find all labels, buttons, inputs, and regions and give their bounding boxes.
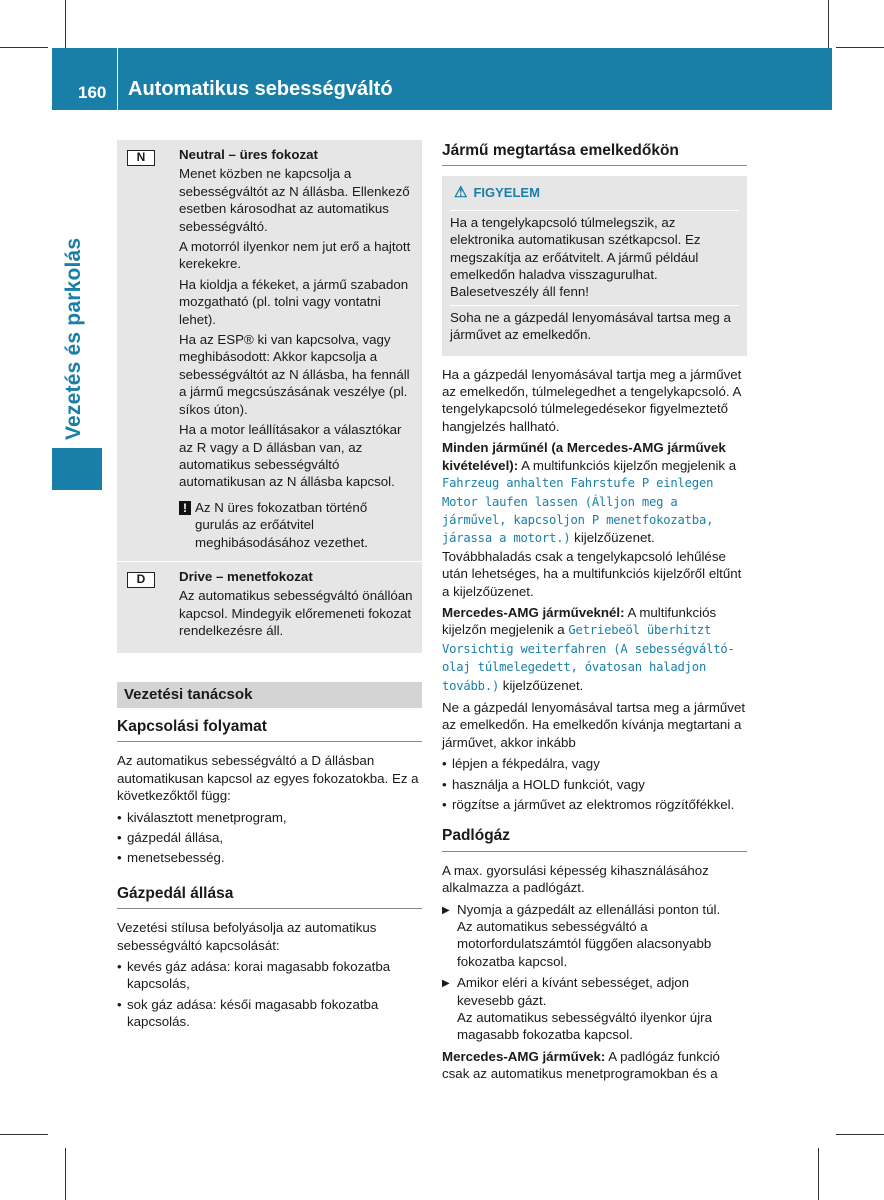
gear-table [117, 140, 422, 654]
crop-mark [828, 0, 829, 48]
warning-header [450, 184, 739, 201]
text: A padlógáz funkció csak az automatikus menetprogramokban és a [442, 1048, 720, 1082]
step-detail: Az automatikus sebességváltó ilyenkor újra magasabb fokozatba kapcsol. [457, 1010, 712, 1043]
warning-paragraph: Ha a tengelykapcsoló túlmelegszik, az elektronika automatikusan szétkapcsol. Ez megszakítja az erőátvitelt. A jármű például emelkedőn haladva visszagurulhat. Balesetveszély áll fenn! [450, 210, 739, 301]
gear-paragraph: Menet közben ne kapcsolja a sebességváltót az N állásba. Ellenkező esetben károsodhat az automatikus sebességváltó. [179, 166, 410, 234]
text: kijelzőüzenet. Továbbhaladás csak a tengelykapcsoló lehűlése után lehetséges, ha a multifunkciós kijelzőről eltűnt a kijelzőüzenet. [442, 530, 742, 599]
step-item [442, 901, 747, 971]
shift-intro: Az automatikus sebességváltó a D állásban automatikusan kapcsol az egyes fokozatokba. Ez a következőktől függ: [117, 753, 419, 804]
warning-box [442, 176, 747, 355]
page-header [52, 48, 832, 110]
text: kijelzőüzenet. [499, 677, 584, 693]
crop-mark [0, 47, 48, 48]
kickdown-amg-paragraph [442, 1048, 747, 1083]
list-item: • kiválasztott menetprogram, [117, 809, 422, 826]
chapter-title: Automatikus sebességváltó [128, 78, 393, 100]
warning-paragraph: Soha ne a gázpedál lenyomásával tartsa meg a járművet az emelkedőn. [450, 305, 739, 344]
gear-row-neutral [117, 140, 422, 562]
gear-paragraph: Ha a motor leállításakor a választókar az R vagy a D állásban van, az automatikus sebességváltó automatikusan az N állásba kapcsol. [179, 422, 402, 490]
damage-note [179, 499, 414, 551]
step-text: Nyomja a gázpedált az ellenállási ponton túl. [457, 901, 721, 917]
hill-paragraph-amg [442, 604, 747, 695]
crop-mark [836, 1134, 884, 1135]
gear-paragraph: Az automatikus sebességváltó önállóan kapcsol. Mindegyik előremeneti fokozat rendelkezésre áll. [179, 588, 413, 639]
step-detail: Az automatikus sebességváltó a motorfordulatszámtól függően alacsonyabb fokozatba kapcsol. [457, 919, 712, 969]
heading-hill-hold: Jármű megtartása emelkedőkön [442, 142, 747, 166]
crop-mark [818, 1148, 819, 1200]
note-text: Az N üres fokozatban történő gurulás az erőátvitel meghibásodásához vezethet. [195, 499, 368, 550]
gear-row-drive [117, 562, 422, 654]
shift-factor-list [117, 809, 422, 867]
right-column [442, 142, 747, 1087]
hill-option-list [442, 755, 747, 813]
warning-triangle-icon: ⚠ [454, 184, 468, 202]
warning-label: FIGYELEM [473, 185, 540, 201]
side-tab-marker [52, 448, 102, 490]
text: A multifunkciós kijelzőn megjelenik a [442, 604, 717, 638]
kickdown-steps [442, 901, 747, 1044]
page-number: 160 [78, 83, 107, 102]
pedal-intro: Vezetési stílusa befolyásolja az automatikus sebességváltó kapcsolását: [117, 920, 377, 953]
heading-kickdown: Padlógáz [442, 827, 747, 851]
gear-paragraph: Ha az ESP® ki van kapcsolva, vagy meghibásodott: Akkor kapcsolja a sebességváltót az N állásba, ha fennáll a jármű megcsúszásának veszélye (pl. síkos úton). [179, 332, 410, 417]
side-tab-label: Vezetés és parkolás [62, 237, 85, 440]
exclamation-icon: ! [179, 501, 191, 515]
gear-paragraph: Ha kioldja a fékeket, a jármű szabadon mozgatható (pl. tolni vagy vontatni lehet). [179, 276, 409, 327]
bold-lead: Minden járműnél (a Mercedes-AMG járművek kivételével): [442, 440, 726, 473]
bold-lead: Mercedes-AMG járműveknél: [442, 604, 625, 620]
heading-shift-process: Kapcsolási folyamat [117, 718, 422, 742]
header-divider [117, 48, 118, 110]
crop-mark [65, 0, 66, 48]
hill-paragraph: Ne a gázpedál lenyomásával tartsa meg a járművet az emelkedőn. Ha emelkedőn kívánja megtartani a járművet, akkor inkább [442, 699, 746, 750]
list-item: • sok gáz adása: késői magasabb fokozatba kapcsolás. [117, 996, 422, 1031]
section-title: Vezetési tanácsok [117, 682, 422, 708]
text: A multifunkciós kijelzőn megjelenik a [518, 457, 737, 473]
gear-title: Neutral – üres fokozat [179, 147, 318, 162]
list-item: • lépjen a fékpedálra, vagy [442, 755, 747, 772]
pedal-list [117, 958, 422, 1031]
gear-paragraph: A motorról ilyenkor nem jut erő a hajtott kerekekre. [179, 239, 411, 272]
hill-paragraph-all-vehicles [442, 439, 747, 600]
list-item: • rögzítse a járművet az elektromos rögzítőfékkel. [442, 796, 747, 813]
list-item: • gázpedál állása, [117, 829, 422, 846]
display-message: Fahrzeug anhalten Fahrstufe P einlegen Motor laufen lassen (Álljon meg a járművel, kapcsoljon P menetfokozatba, járassa a motort.) [442, 476, 714, 546]
list-item: • használja a HOLD funkciót, vagy [442, 776, 747, 793]
kickdown-intro: A max. gyorsulási képesség kihasználásához alkalmazza a padlógázt. [442, 862, 709, 896]
step-text: Amikor eléri a kívánt sebességet, adjon kevesebb gázt. [457, 975, 690, 1008]
bold-lead: Mercedes-AMG járművek: [442, 1048, 606, 1064]
heading-pedal-position: Gázpedál állása [117, 885, 422, 909]
hill-paragraph: Ha a gázpedál lenyomásával tartja meg a járművet az emelkedőn, túlmelegedhet a tengelykapcsoló. A tengelykapcsoló túlmelegedésekor figyelmeztető hangjelzés hallható. [442, 366, 742, 434]
crop-mark [0, 1134, 48, 1135]
list-item: • menetsebesség. [117, 849, 422, 866]
gear-title: Drive – menetfokozat [179, 568, 313, 584]
gear-key-d: D [127, 572, 155, 588]
gear-key-n: N [127, 150, 155, 166]
crop-mark [65, 1148, 66, 1200]
list-item: • kevés gáz adása: korai magasabb fokozatba kapcsolás, [117, 958, 422, 993]
left-column [117, 718, 422, 1037]
step-item [442, 974, 747, 1044]
crop-mark [836, 47, 884, 48]
display-message: Getriebeöl überhitzt Vorsichtig weiterfahren (A sebességváltó-olaj túlmelegedett, óvatosan haladjon tovább.) [442, 623, 735, 693]
